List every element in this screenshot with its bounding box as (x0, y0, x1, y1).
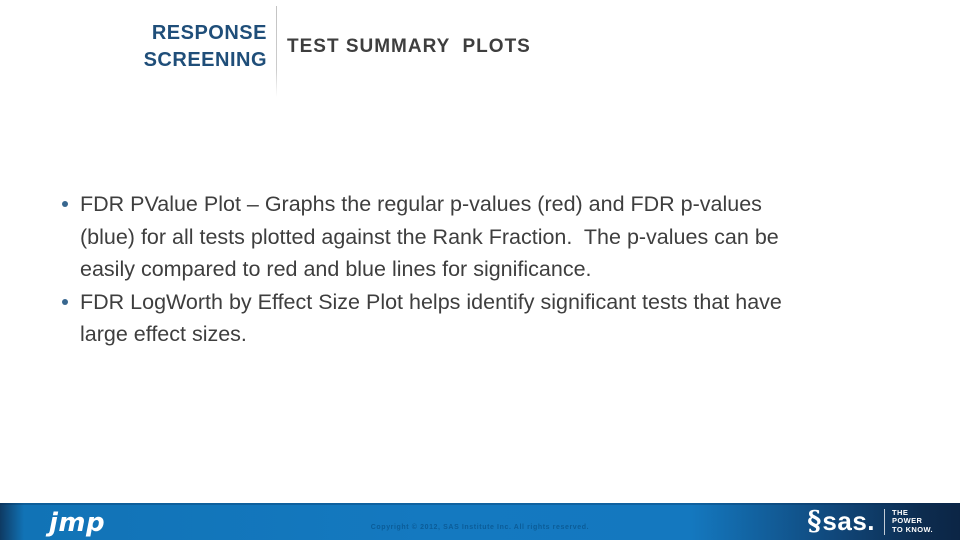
sas-tagline: THE POWER TO KNOW. (892, 507, 933, 534)
jmp-logo: jmp (49, 508, 106, 538)
bullet-icon (62, 299, 68, 305)
page-title: TEST SUMMARY PLOTS (287, 36, 531, 57)
copyright-text: Copyright © 2012, SAS Institute Inc. All rights reserved. (370, 524, 590, 531)
sas-logo-text: sas. (822, 506, 876, 536)
section-kicker: RESPONSE SCREENING (143, 22, 267, 71)
footer-bar (0, 503, 960, 540)
bullet-text: FDR PValue Plot – Graphs the regular p-values (red) and FDR p-values (blue) for all tests plotted against the Rank Fraction. The p-values can be easily compared to red and blue lines for significance. (80, 192, 779, 281)
sas-swirl-icon: § (807, 506, 822, 537)
sas-brand-block (807, 503, 933, 540)
bullet-icon (62, 201, 68, 207)
bullet-list (62, 188, 878, 351)
sas-logo (807, 508, 875, 535)
list-item (62, 286, 878, 351)
header-divider (276, 6, 277, 97)
bullet-text: FDR LogWorth by Effect Size Plot helps identify significant tests that have large effect sizes. (80, 289, 782, 346)
list-item (62, 188, 878, 286)
sas-tagline-divider (884, 509, 885, 535)
